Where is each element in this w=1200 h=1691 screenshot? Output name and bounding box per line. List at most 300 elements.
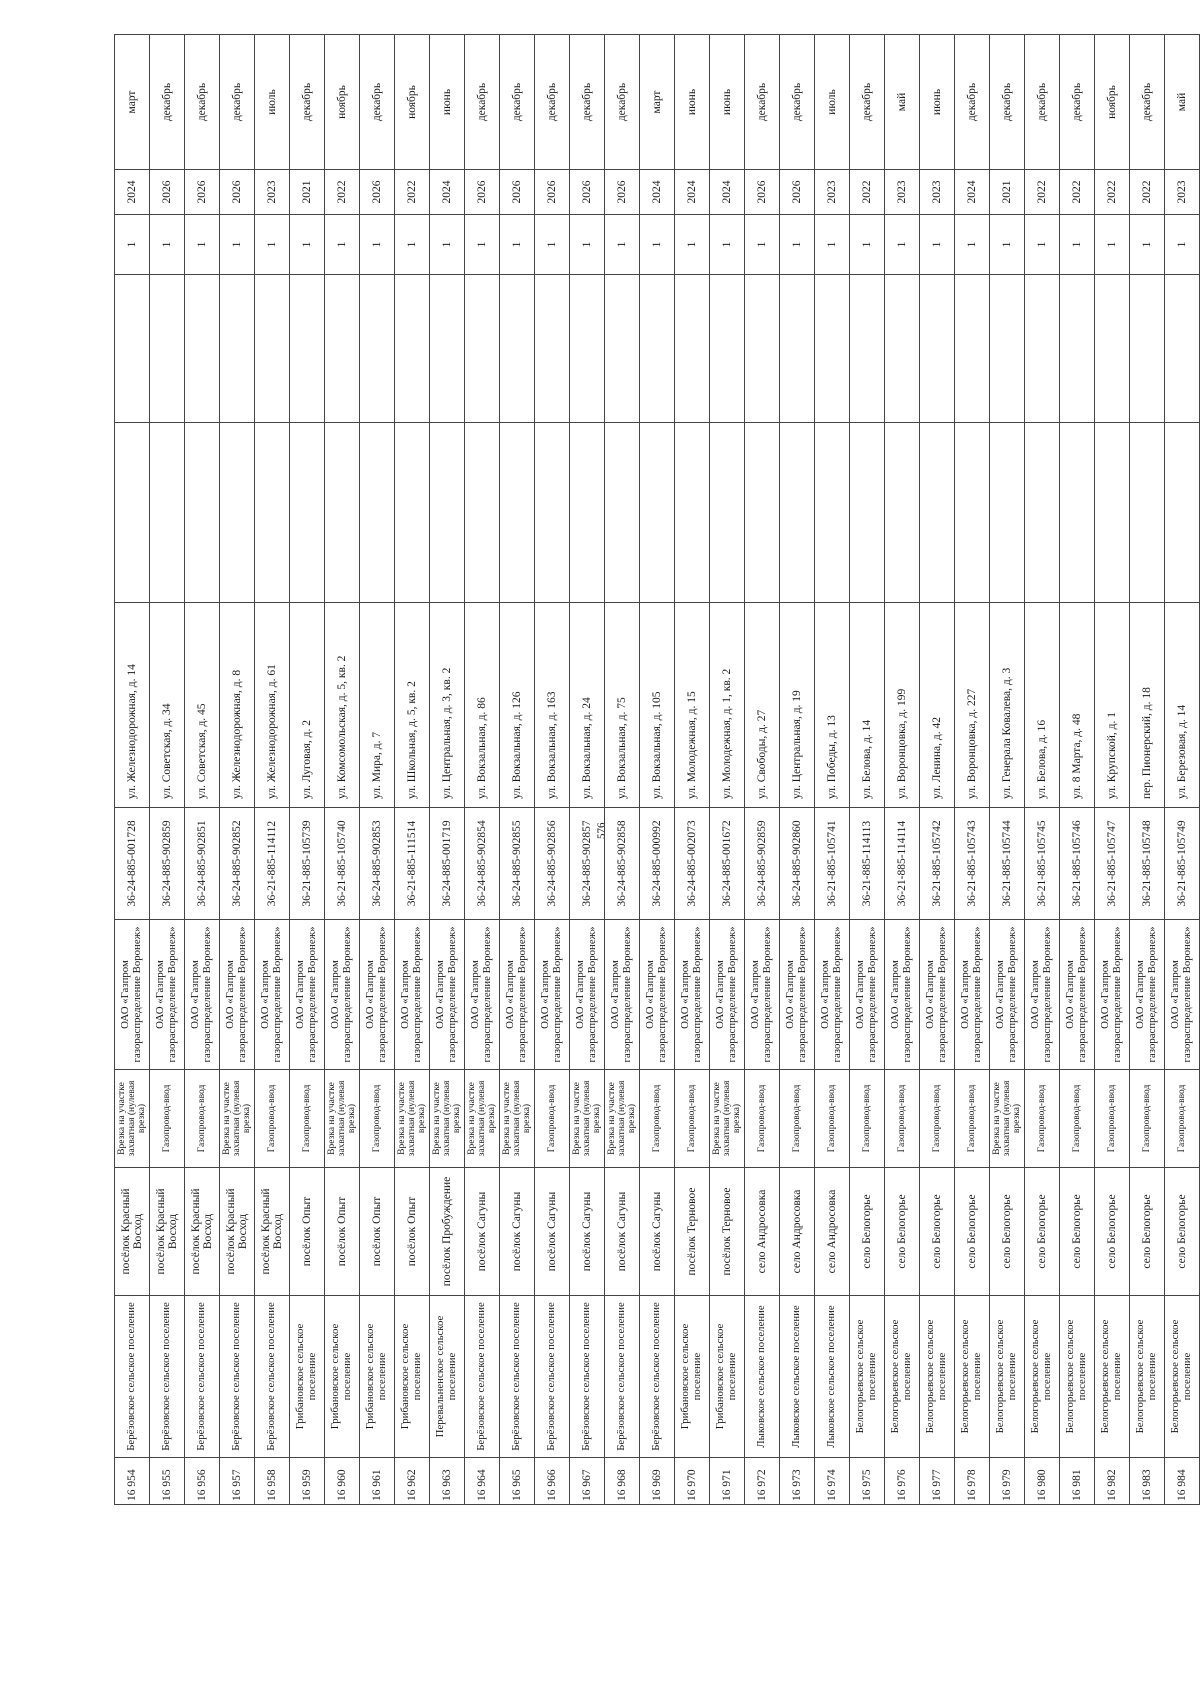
empty-cell: [1060, 275, 1095, 423]
object-code-cell: 36-24-885-902854: [465, 808, 500, 920]
address-cell: ул. Центральная, д. 19: [780, 603, 815, 808]
object-code-cell: 36-24-885-902853: [360, 808, 395, 920]
owner-cell: ОАО «Газпром газораспределение Воронеж»: [185, 920, 220, 1070]
count-cell: 1: [1095, 215, 1130, 275]
count-cell: 1: [920, 215, 955, 275]
year-cell: 2023: [920, 170, 955, 215]
object-type-cell: Врезка на участке захватная (нулевая врезка): [605, 1070, 640, 1168]
month-cell: декабрь: [780, 35, 815, 170]
owner-cell: ОАО «Газпром газораспределение Воронеж»: [115, 920, 150, 1070]
owner-cell: ОАО «Газпром газораспределение Воронеж»: [1130, 920, 1165, 1070]
address-cell: ул. Воронцовка, д. 199: [885, 603, 920, 808]
year-cell: 2023: [1165, 170, 1200, 215]
row-number-cell: 16 978: [955, 1458, 990, 1505]
object-code-cell: 36-24-885-000992: [640, 808, 675, 920]
empty-cell: [990, 423, 1025, 603]
row-number-cell: 16 968: [605, 1458, 640, 1505]
settlement-cell: Грибановское сельское поселение: [360, 1296, 395, 1458]
month-cell: декабрь: [500, 35, 535, 170]
table-row: [185, 35, 220, 1505]
year-cell: 2026: [360, 170, 395, 215]
row-number-cell: 16 958: [255, 1458, 290, 1505]
table-row: [360, 35, 395, 1505]
table-row: [115, 35, 150, 1505]
object-code-cell: 36-21-885-105745: [1025, 808, 1060, 920]
table-row: [850, 35, 885, 1505]
object-type-cell: Газопровод-ввод: [850, 1070, 885, 1168]
address-cell: ул. Вокзальная, д. 24: [570, 603, 605, 808]
locality-cell: посёлок Терновое: [710, 1168, 745, 1296]
settlement-cell: Грибановское сельское поселение: [710, 1296, 745, 1458]
owner-cell: ОАО «Газпром газораспределение Воронеж»: [850, 920, 885, 1070]
owner-cell: ОАО «Газпром газораспределение Воронеж»: [430, 920, 465, 1070]
owner-cell: ОАО «Газпром газораспределение Воронеж»: [465, 920, 500, 1070]
row-number-cell: 16 977: [920, 1458, 955, 1505]
object-type-cell: Газопровод-ввод: [360, 1070, 395, 1168]
object-type-cell: Газопровод-ввод: [1095, 1070, 1130, 1168]
empty-cell: [1060, 423, 1095, 603]
empty-cell: [640, 275, 675, 423]
count-cell: 1: [675, 215, 710, 275]
table-row: [920, 35, 955, 1505]
empty-cell: [290, 423, 325, 603]
empty-cell: [115, 275, 150, 423]
row-number-cell: 16 971: [710, 1458, 745, 1505]
object-code-cell: 36-21-885-114112: [255, 808, 290, 920]
month-cell: декабрь: [1130, 35, 1165, 170]
year-cell: 2024: [115, 170, 150, 215]
month-cell: июнь: [920, 35, 955, 170]
row-number-cell: 16 976: [885, 1458, 920, 1505]
month-cell: декабрь: [185, 35, 220, 170]
object-type-cell: Газопровод-ввод: [815, 1070, 850, 1168]
year-cell: 2022: [1130, 170, 1165, 215]
settlement-cell: Грибановское сельское поселение: [395, 1296, 430, 1458]
settlement-cell: Лыковское сельское поселение: [815, 1296, 850, 1458]
owner-cell: ОАО «Газпром газораспределение Воронеж»: [745, 920, 780, 1070]
settlement-cell: Лыковское сельское поселение: [745, 1296, 780, 1458]
empty-cell: [745, 275, 780, 423]
year-cell: 2026: [500, 170, 535, 215]
count-cell: 1: [255, 215, 290, 275]
month-cell: июнь: [430, 35, 465, 170]
count-cell: 1: [640, 215, 675, 275]
count-cell: 1: [780, 215, 815, 275]
empty-cell: [150, 275, 185, 423]
row-number-cell: 16 974: [815, 1458, 850, 1505]
locality-cell: село Белогорье: [1095, 1168, 1130, 1296]
address-cell: ул. Генерала Ковалева, д. 3: [990, 603, 1025, 808]
object-code-cell: 36-24-885-902851: [185, 808, 220, 920]
year-cell: 2021: [990, 170, 1025, 215]
settlement-cell: Берёзовское сельское поселение: [150, 1296, 185, 1458]
empty-cell: [115, 423, 150, 603]
row-number-cell: 16 972: [745, 1458, 780, 1505]
address-cell: ул. Ленина, д. 42: [920, 603, 955, 808]
locality-cell: село Белогорье: [885, 1168, 920, 1296]
owner-cell: ОАО «Газпром газораспределение Воронеж»: [1165, 920, 1200, 1070]
month-cell: декабрь: [1025, 35, 1060, 170]
object-type-cell: Газопровод-ввод: [185, 1070, 220, 1168]
empty-cell: [465, 275, 500, 423]
empty-cell: [570, 423, 605, 603]
empty-cell: [710, 275, 745, 423]
object-type-cell: Газопровод-ввод: [1060, 1070, 1095, 1168]
empty-cell: [640, 423, 675, 603]
locality-cell: село Андросовка: [745, 1168, 780, 1296]
month-cell: июнь: [710, 35, 745, 170]
locality-cell: село Белогорье: [1130, 1168, 1165, 1296]
empty-cell: [255, 423, 290, 603]
month-cell: март: [640, 35, 675, 170]
locality-cell: посёлок Опыт: [360, 1168, 395, 1296]
empty-cell: [955, 275, 990, 423]
table-row: [1095, 35, 1130, 1505]
settlement-cell: Берёзовское сельское поселение: [500, 1296, 535, 1458]
address-cell: ул. Березовая, д. 14: [1165, 603, 1200, 808]
row-number-cell: 16 962: [395, 1458, 430, 1505]
empty-cell: [675, 423, 710, 603]
locality-cell: посёлок Терновое: [675, 1168, 710, 1296]
address-cell: ул. Воронцовка, д. 227: [955, 603, 990, 808]
settlement-cell: Белогорьевское сельское поселение: [1025, 1296, 1060, 1458]
empty-cell: [1025, 275, 1060, 423]
address-cell: ул. 8 Марта, д. 48: [1060, 603, 1095, 808]
locality-cell: село Андросовка: [780, 1168, 815, 1296]
month-cell: май: [885, 35, 920, 170]
table-row: [780, 35, 815, 1505]
address-cell: ул. Молодежная, д. 1, кв. 2: [710, 603, 745, 808]
month-cell: ноябрь: [395, 35, 430, 170]
settlement-cell: Белогорьевское сельское поселение: [990, 1296, 1025, 1458]
empty-cell: [1025, 423, 1060, 603]
month-cell: март: [115, 35, 150, 170]
year-cell: 2026: [570, 170, 605, 215]
empty-cell: [325, 423, 360, 603]
empty-cell: [780, 275, 815, 423]
gas-objects-table: [114, 34, 1200, 1505]
year-cell: 2024: [430, 170, 465, 215]
table-row: [675, 35, 710, 1505]
empty-cell: [815, 275, 850, 423]
object-code-cell: 36-21-885-111514: [395, 808, 430, 920]
table-row: [640, 35, 675, 1505]
month-cell: декабрь: [360, 35, 395, 170]
address-cell: ул. Вокзальная, д. 75: [605, 603, 640, 808]
owner-cell: ОАО «Газпром газораспределение Воронеж»: [290, 920, 325, 1070]
empty-cell: [1095, 275, 1130, 423]
locality-cell: посёлок Красный Восход: [150, 1168, 185, 1296]
owner-cell: ОАО «Газпром газораспределение Воронеж»: [1060, 920, 1095, 1070]
empty-cell: [1165, 423, 1200, 603]
empty-cell: [220, 275, 255, 423]
year-cell: 2024: [675, 170, 710, 215]
settlement-cell: Берёзовское сельское поселение: [185, 1296, 220, 1458]
settlement-cell: Берёзовское сельское поселение: [640, 1296, 675, 1458]
address-cell: ул. Вокзальная, д. 126: [500, 603, 535, 808]
table-row: [815, 35, 850, 1505]
owner-cell: ОАО «Газпром газораспределение Воронеж»: [1025, 920, 1060, 1070]
empty-cell: [150, 423, 185, 603]
row-number-cell: 16 980: [1025, 1458, 1060, 1505]
object-code-cell: 36-24-885-001672: [710, 808, 745, 920]
settlement-cell: Грибановское сельское поселение: [675, 1296, 710, 1458]
count-cell: 1: [500, 215, 535, 275]
empty-cell: [255, 275, 290, 423]
count-cell: 1: [290, 215, 325, 275]
object-code-cell: 36-21-885-105749: [1165, 808, 1200, 920]
owner-cell: ОАО «Газпром газораспределение Воронеж»: [220, 920, 255, 1070]
empty-cell: [1130, 423, 1165, 603]
locality-cell: посёлок Красный Восход: [115, 1168, 150, 1296]
row-number-cell: 16 957: [220, 1458, 255, 1505]
locality-cell: посёлок Красный Восход: [185, 1168, 220, 1296]
table-row: [745, 35, 780, 1505]
table-row: [605, 35, 640, 1505]
count-cell: 1: [535, 215, 570, 275]
year-cell: 2023: [885, 170, 920, 215]
object-type-cell: Газопровод-ввод: [745, 1070, 780, 1168]
settlement-cell: Грибановское сельское поселение: [290, 1296, 325, 1458]
row-number-cell: 16 975: [850, 1458, 885, 1505]
year-cell: 2026: [745, 170, 780, 215]
count-cell: 1: [1025, 215, 1060, 275]
object-code-cell: 36-24-885-902859: [745, 808, 780, 920]
owner-cell: ОАО «Газпром газораспределение Воронеж»: [150, 920, 185, 1070]
object-code-cell: 36-24-885-902859: [150, 808, 185, 920]
locality-cell: посёлок Сагуны: [535, 1168, 570, 1296]
row-number-cell: 16 960: [325, 1458, 360, 1505]
object-code-cell: 36-21-885-105744: [990, 808, 1025, 920]
empty-cell: [920, 423, 955, 603]
settlement-cell: Берёзовское сельское поселение: [570, 1296, 605, 1458]
table-row: [220, 35, 255, 1505]
empty-cell: [535, 423, 570, 603]
row-number-cell: 16 965: [500, 1458, 535, 1505]
month-cell: декабрь: [290, 35, 325, 170]
empty-cell: [1165, 275, 1200, 423]
object-type-cell: Газопровод-ввод: [920, 1070, 955, 1168]
locality-cell: село Андросовка: [815, 1168, 850, 1296]
month-cell: декабрь: [570, 35, 605, 170]
month-cell: декабрь: [535, 35, 570, 170]
month-cell: декабрь: [745, 35, 780, 170]
count-cell: 1: [605, 215, 640, 275]
settlement-cell: Белогорьевское сельское поселение: [1095, 1296, 1130, 1458]
month-cell: ноябрь: [1095, 35, 1130, 170]
settlement-cell: Белогорьевское сельское поселение: [885, 1296, 920, 1458]
row-number-cell: 16 959: [290, 1458, 325, 1505]
owner-cell: ОАО «Газпром газораспределение Воронеж»: [605, 920, 640, 1070]
row-number-cell: 16 982: [1095, 1458, 1130, 1505]
table-row: [150, 35, 185, 1505]
empty-cell: [605, 275, 640, 423]
address-cell: ул. Вокзальная, д. 86: [465, 603, 500, 808]
empty-cell: [220, 423, 255, 603]
month-cell: ноябрь: [325, 35, 360, 170]
table-row: [1060, 35, 1095, 1505]
month-cell: декабрь: [465, 35, 500, 170]
empty-cell: [395, 423, 430, 603]
object-code-cell: 36-21-885-114114: [885, 808, 920, 920]
table-row: [710, 35, 745, 1505]
object-code-cell: 36-24-885-001728: [115, 808, 150, 920]
year-cell: 2022: [850, 170, 885, 215]
locality-cell: посёлок Пробуждение: [430, 1168, 465, 1296]
object-code-cell: 36-24-885-902857: [570, 808, 605, 920]
empty-cell: [465, 423, 500, 603]
row-number-cell: 16 969: [640, 1458, 675, 1505]
address-cell: ул. Победы, д. 13: [815, 603, 850, 808]
settlement-cell: Белогорьевское сельское поселение: [955, 1296, 990, 1458]
year-cell: 2026: [150, 170, 185, 215]
row-number-cell: 16 963: [430, 1458, 465, 1505]
object-type-cell: Врезка на участке захватная (нулевая врезка): [990, 1070, 1025, 1168]
object-code-cell: 36-24-885-001719: [430, 808, 465, 920]
empty-cell: [850, 423, 885, 603]
row-number-cell: 16 961: [360, 1458, 395, 1505]
year-cell: 2022: [1060, 170, 1095, 215]
empty-cell: [185, 275, 220, 423]
count-cell: 1: [815, 215, 850, 275]
empty-cell: [185, 423, 220, 603]
object-code-cell: 36-24-885-902855: [500, 808, 535, 920]
settlement-cell: Берёзовское сельское поселение: [535, 1296, 570, 1458]
owner-cell: ОАО «Газпром газораспределение Воронеж»: [500, 920, 535, 1070]
row-number-cell: 16 970: [675, 1458, 710, 1505]
row-number-cell: 16 981: [1060, 1458, 1095, 1505]
object-type-cell: Газопровод-ввод: [885, 1070, 920, 1168]
owner-cell: ОАО «Газпром газораспределение Воронеж»: [815, 920, 850, 1070]
row-number-cell: 16 983: [1130, 1458, 1165, 1505]
owner-cell: ОАО «Газпром газораспределение Воронеж»: [360, 920, 395, 1070]
locality-cell: посёлок Сагуны: [605, 1168, 640, 1296]
settlement-cell: Белогорьевское сельское поселение: [1130, 1296, 1165, 1458]
object-code-cell: 36-24-885-902858: [605, 808, 640, 920]
object-type-cell: Газопровод-ввод: [1130, 1070, 1165, 1168]
year-cell: 2026: [535, 170, 570, 215]
empty-cell: [1095, 423, 1130, 603]
month-cell: декабрь: [955, 35, 990, 170]
count-cell: 1: [430, 215, 465, 275]
object-code-cell: 36-21-885-105743: [955, 808, 990, 920]
year-cell: 2022: [395, 170, 430, 215]
table-row: [885, 35, 920, 1505]
year-cell: 2026: [185, 170, 220, 215]
table-row: [570, 35, 605, 1505]
locality-cell: посёлок Сагуны: [640, 1168, 675, 1296]
count-cell: 1: [325, 215, 360, 275]
locality-cell: село Белогорье: [955, 1168, 990, 1296]
empty-cell: [675, 275, 710, 423]
count-cell: 1: [150, 215, 185, 275]
year-cell: 2026: [780, 170, 815, 215]
year-cell: 2023: [255, 170, 290, 215]
settlement-cell: Белогорьевское сельское поселение: [920, 1296, 955, 1458]
object-type-cell: Газопровод-ввод: [780, 1070, 815, 1168]
locality-cell: посёлок Красный Восход: [255, 1168, 290, 1296]
table-row: [255, 35, 290, 1505]
locality-cell: село Белогорье: [1025, 1168, 1060, 1296]
count-cell: 1: [885, 215, 920, 275]
row-number-cell: 16 954: [115, 1458, 150, 1505]
month-cell: июнь: [675, 35, 710, 170]
count-cell: 1: [955, 215, 990, 275]
empty-cell: [290, 275, 325, 423]
empty-cell: [360, 423, 395, 603]
count-cell: 1: [850, 215, 885, 275]
year-cell: 2024: [640, 170, 675, 215]
empty-cell: [1130, 275, 1165, 423]
object-type-cell: Врезка на участке захватная (нулевая врезка): [395, 1070, 430, 1168]
object-code-cell: 36-21-885-105739: [290, 808, 325, 920]
count-cell: 1: [185, 215, 220, 275]
locality-cell: посёлок Опыт: [325, 1168, 360, 1296]
settlement-cell: Белогорьевское сельское поселение: [850, 1296, 885, 1458]
owner-cell: ОАО «Газпром газораспределение Воронеж»: [675, 920, 710, 1070]
empty-cell: [430, 423, 465, 603]
object-type-cell: Газопровод-ввод: [255, 1070, 290, 1168]
object-code-cell: 36-24-885-902852: [220, 808, 255, 920]
empty-cell: [955, 423, 990, 603]
address-cell: ул. Крупской, д. 1: [1095, 603, 1130, 808]
empty-cell: [885, 275, 920, 423]
address-cell: ул. Железнодорожная, д. 8: [220, 603, 255, 808]
owner-cell: ОАО «Газпром газораспределение Воронеж»: [570, 920, 605, 1070]
empty-cell: [605, 423, 640, 603]
year-cell: 2022: [1025, 170, 1060, 215]
year-cell: 2022: [325, 170, 360, 215]
row-number-cell: 16 955: [150, 1458, 185, 1505]
settlement-cell: Берёзовское сельское поселение: [465, 1296, 500, 1458]
owner-cell: ОАО «Газпром газораспределение Воронеж»: [920, 920, 955, 1070]
locality-cell: село Белогорье: [1060, 1168, 1095, 1296]
address-cell: ул. Железнодорожная, д. 14: [115, 603, 150, 808]
object-type-cell: Врезка на участке захватная (нулевая врезка): [465, 1070, 500, 1168]
address-cell: ул. Комсомольская, д. 5, кв. 2: [325, 603, 360, 808]
address-cell: ул. Мира, д. 7: [360, 603, 395, 808]
address-cell: ул. Луговая, д. 2: [290, 603, 325, 808]
month-cell: декабрь: [605, 35, 640, 170]
object-type-cell: Газопровод-ввод: [150, 1070, 185, 1168]
locality-cell: посёлок Опыт: [395, 1168, 430, 1296]
empty-cell: [815, 423, 850, 603]
month-cell: декабрь: [1060, 35, 1095, 170]
object-type-cell: Врезка на участке захватная (нулевая врезка): [430, 1070, 465, 1168]
empty-cell: [500, 275, 535, 423]
row-number-cell: 16 984: [1165, 1458, 1200, 1505]
owner-cell: ОАО «Газпром газораспределение Воронеж»: [710, 920, 745, 1070]
address-cell: ул. Советская, д. 45: [185, 603, 220, 808]
year-cell: 2024: [710, 170, 745, 215]
address-cell: ул. Вокзальная, д. 105: [640, 603, 675, 808]
count-cell: 1: [220, 215, 255, 275]
object-code-cell: 36-21-885-105741: [815, 808, 850, 920]
object-code-cell: 36-21-885-105748: [1130, 808, 1165, 920]
owner-cell: ОАО «Газпром газораспределение Воронеж»: [535, 920, 570, 1070]
locality-cell: село Белогорье: [920, 1168, 955, 1296]
address-cell: ул. Молодежная, д. 15: [675, 603, 710, 808]
year-cell: 2026: [465, 170, 500, 215]
rotated-table-sheet: [114, 35, 1199, 1505]
settlement-cell: Лыковское сельское поселение: [780, 1296, 815, 1458]
count-cell: 1: [990, 215, 1025, 275]
empty-cell: [500, 423, 535, 603]
empty-cell: [430, 275, 465, 423]
row-number-cell: 16 979: [990, 1458, 1025, 1505]
settlement-cell: Грибановское сельское поселение: [325, 1296, 360, 1458]
address-cell: ул. Центральная, д. 3, кв. 2: [430, 603, 465, 808]
